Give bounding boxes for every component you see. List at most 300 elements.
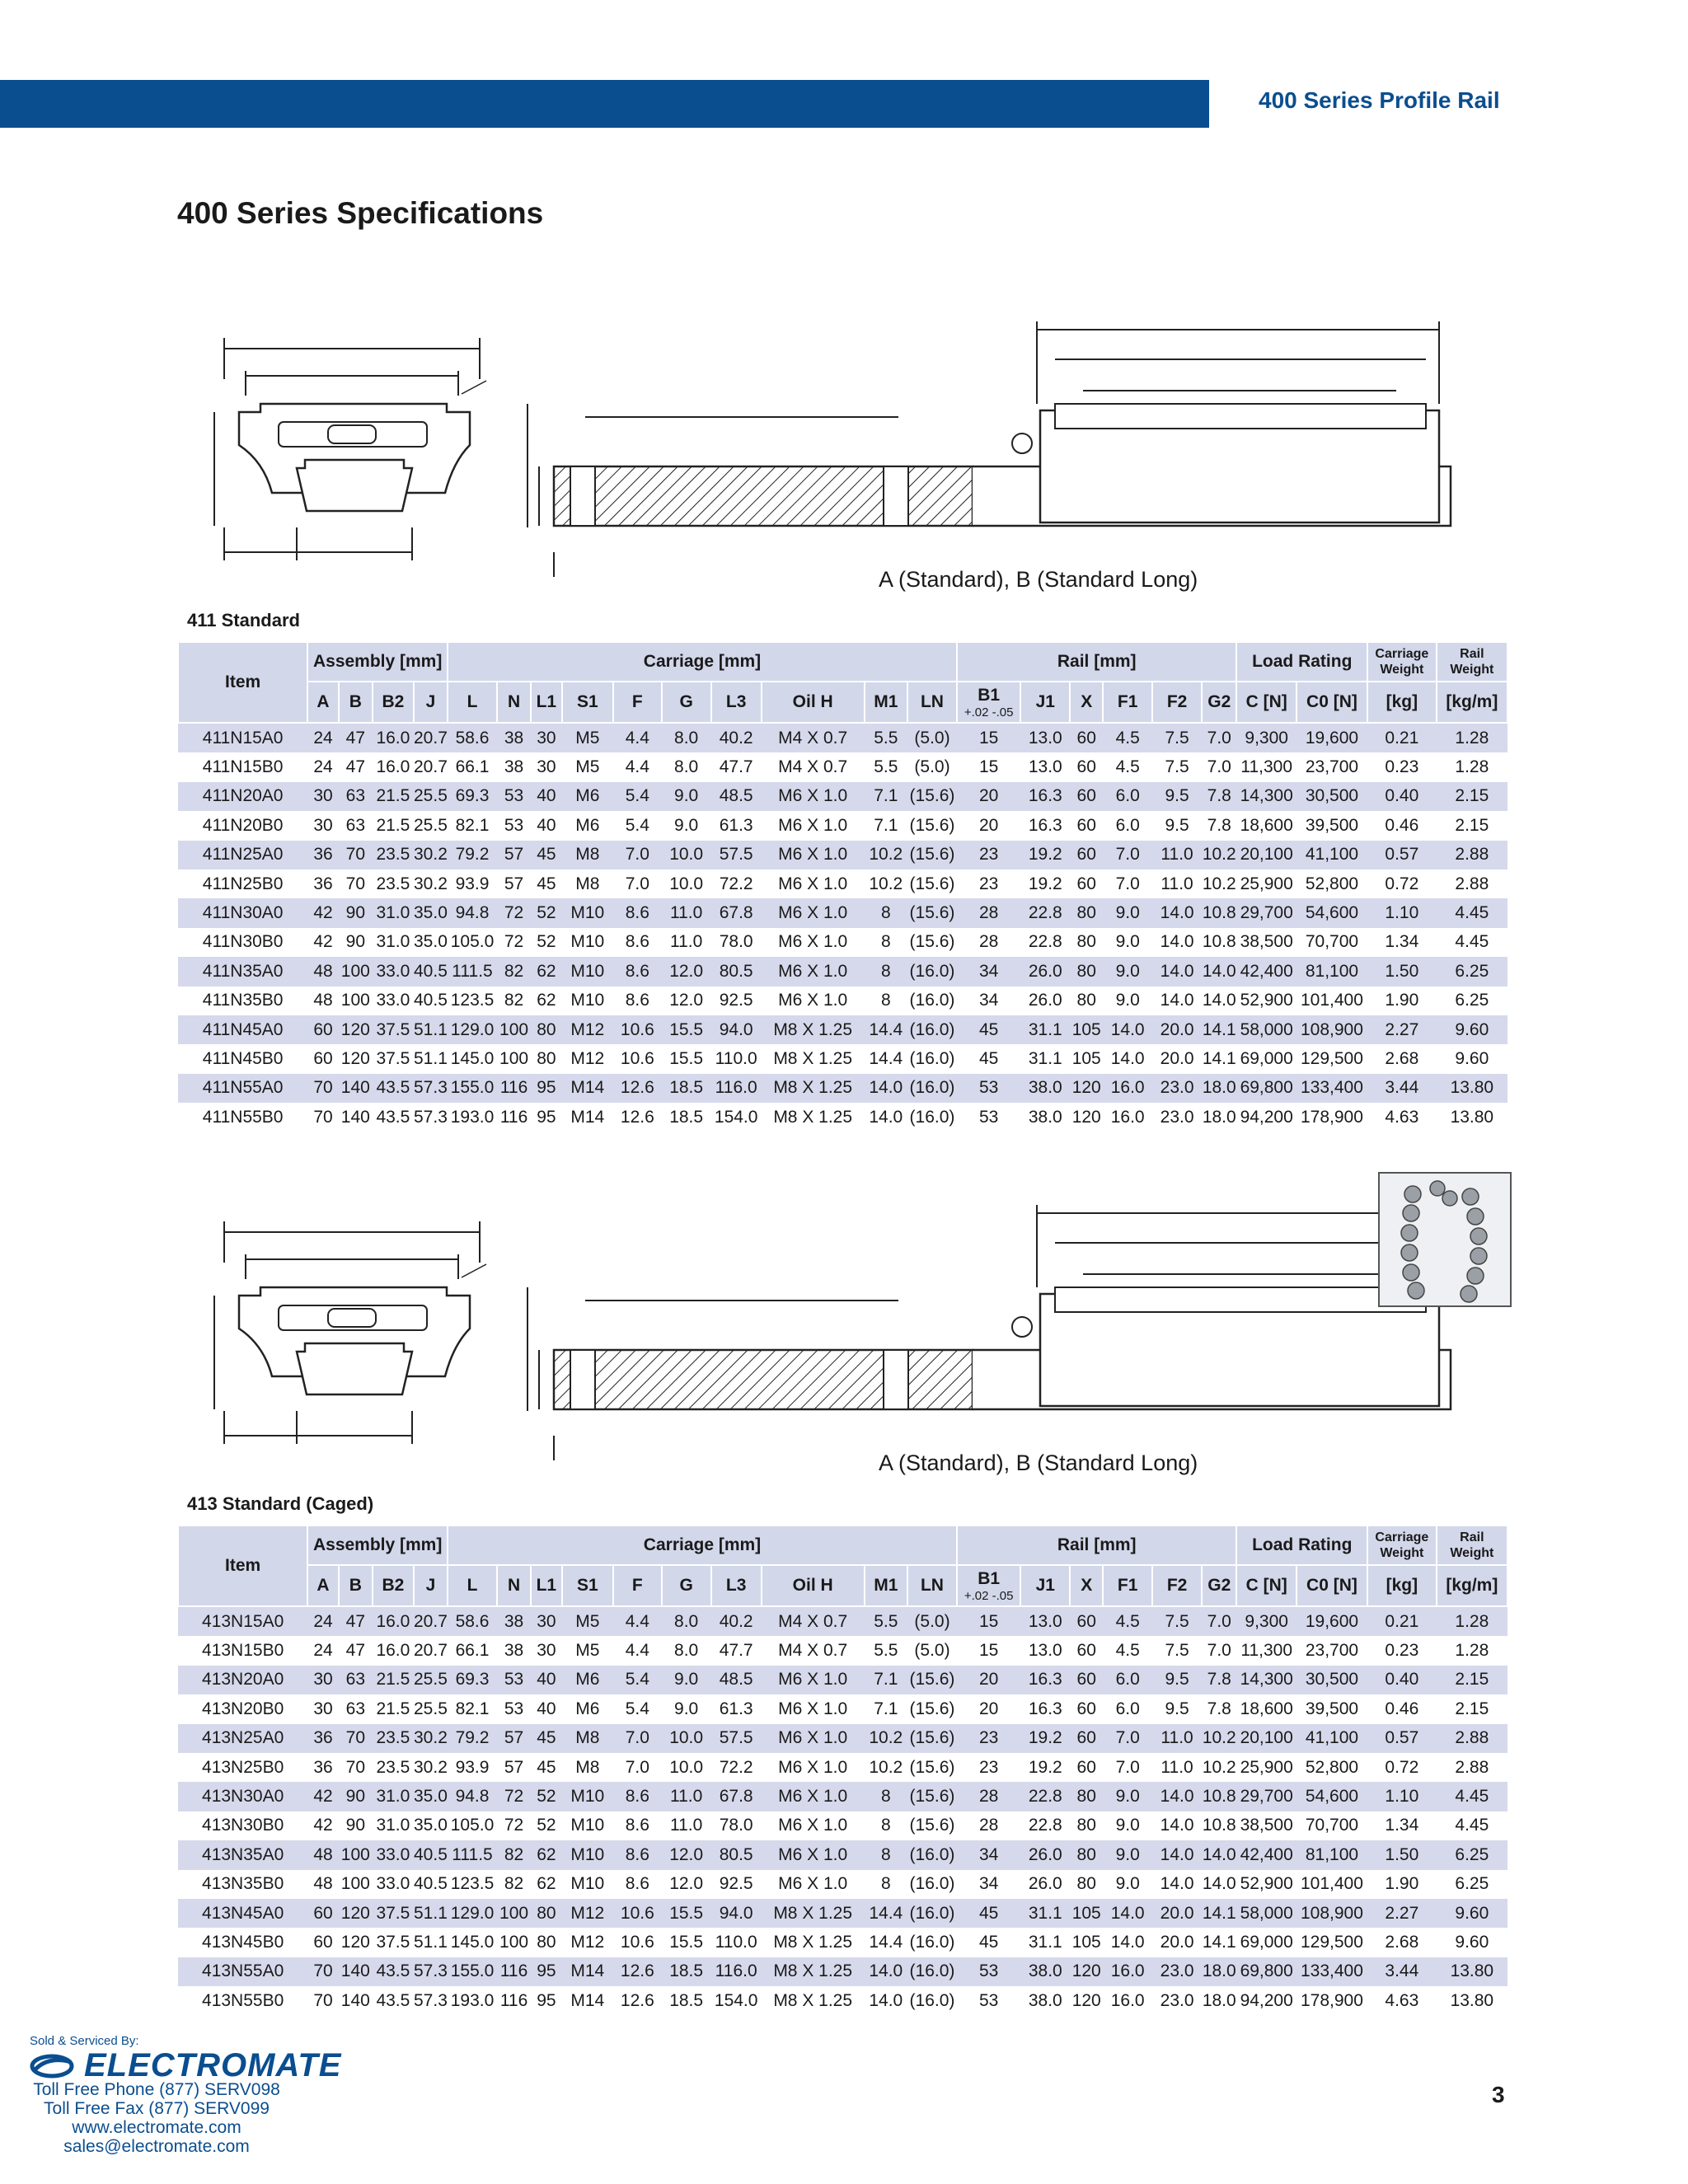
table-cell: (15.6) (907, 898, 957, 927)
table-cell: 413N15B0 (202, 1641, 284, 1661)
table-cell: 16.0 (373, 723, 414, 752)
table-cell: M6 X 1.0 (762, 898, 865, 927)
table-cell: 140 (340, 1107, 370, 1127)
table-cell: 20.0 (1152, 1899, 1202, 1928)
table-cell: 26.0 (1028, 1874, 1062, 1894)
header-carriage-weight (1367, 1526, 1437, 1565)
table-cell: 2.88 (1455, 1757, 1489, 1777)
table-cell: 81,100 (1296, 1840, 1367, 1869)
header-label: L3 (725, 1576, 747, 1595)
table-cell: 80 (531, 1015, 561, 1044)
table-row (178, 1928, 1507, 1957)
table-cell: 60 (1070, 1724, 1103, 1753)
table-cell: M5 (575, 1641, 600, 1661)
table-cell: 11,300 (1240, 757, 1293, 777)
table-cell: 411N55A0 (178, 1074, 307, 1103)
rail-end-view (297, 1343, 412, 1394)
table-cell: 105 (1070, 1899, 1103, 1928)
table-row (178, 987, 1507, 1015)
header-label: F1 (1117, 1576, 1138, 1595)
table-cell: 58,000 (1236, 1899, 1296, 1928)
table-cell: 6.0 (1103, 782, 1152, 811)
table-cell: 53 (497, 1666, 531, 1694)
table-cell: 8 (865, 1840, 907, 1869)
table-cell: 129,500 (1301, 1048, 1363, 1068)
table-cell: 16.0 (1103, 1074, 1152, 1103)
table-cell: 105 (1070, 1015, 1103, 1044)
table-cell: 413N45B0 (202, 1932, 284, 1952)
table-cell: 40.2 (711, 1606, 762, 1636)
table-cell: 101,400 (1301, 1874, 1363, 1894)
table-cell: 38 (497, 723, 531, 752)
table-cell: 413N20A0 (178, 1666, 307, 1694)
table-cell: 38.0 (1020, 1957, 1070, 1986)
rail-section (554, 466, 973, 526)
table-cell: 54,600 (1296, 1782, 1367, 1811)
table-cell: 10.2 (1202, 1757, 1236, 1777)
table-cell: 53 (957, 1957, 1020, 1986)
table-cell: 108,900 (1296, 1899, 1367, 1928)
table-cell: 11.0 (1160, 1757, 1193, 1777)
table-cell: 47 (345, 1641, 365, 1661)
header-oilh (762, 1565, 865, 1606)
table-cell: 16.0 (376, 1641, 410, 1661)
table-cell: 0.46 (1385, 1699, 1419, 1718)
table-cell: 48 (313, 1874, 333, 1894)
table-cell: 43.5 (373, 1957, 414, 1986)
table-cell: 35.0 (414, 1782, 448, 1811)
table-cell: 14.0 (1202, 1840, 1236, 1869)
table-cell: 21.5 (376, 815, 410, 835)
table-cell: 31.0 (373, 898, 414, 927)
table-cell: 20 (957, 782, 1020, 811)
table-cell: M8 (575, 1757, 600, 1777)
header-label: M1 (874, 692, 898, 711)
table-cell: 14.4 (869, 1048, 903, 1068)
table-cell: 80 (1070, 898, 1103, 927)
sold-by-label: Sold & Serviced By: (30, 2034, 139, 2048)
table-cell: 30 (537, 757, 556, 777)
table-cell: 411N55B0 (202, 1107, 284, 1127)
table-cell: M10 (570, 932, 605, 952)
table-cell: 38 (497, 1606, 531, 1636)
table-cell: 9.0 (674, 815, 699, 835)
table-cell: (5.0) (914, 1641, 950, 1661)
table-cell: 48 (307, 1840, 338, 1869)
table-cell: 14.0 (1152, 1782, 1202, 1811)
table-cell: M12 (570, 1932, 605, 1952)
header-label: Carriage [mm] (643, 1535, 762, 1554)
table-cell: 15.5 (662, 1899, 711, 1928)
table-cell: 413N25B0 (202, 1757, 284, 1777)
table-cell: 2.15 (1455, 815, 1489, 835)
table-cell: 154.0 (714, 1990, 758, 2010)
table-cell: 92.5 (719, 991, 753, 1010)
table-cell: 13.80 (1450, 1990, 1494, 2010)
header-label: LN (920, 1576, 944, 1595)
table-cell: 413N55A0 (178, 1957, 307, 1986)
ball-chain-illustration (1380, 1174, 1510, 1305)
table-cell: 93.9 (455, 874, 490, 893)
table-cell: 116 (499, 1990, 528, 2010)
table-cell: 30,500 (1296, 1666, 1367, 1694)
table-cell: 0.21 (1367, 1606, 1437, 1636)
table-cell: 10.8 (1202, 1816, 1236, 1835)
table-cell: 4.5 (1115, 1641, 1140, 1661)
table-cell: M12 (562, 1899, 613, 1928)
table-cell: 2.88 (1437, 841, 1507, 869)
table-cell: 14.0 (1152, 957, 1202, 986)
table-cell: 92.5 (719, 1874, 753, 1894)
table-cell: 37.5 (373, 1899, 414, 1928)
header-label: J1 (1035, 692, 1055, 711)
table-cell: 23.0 (1160, 1107, 1194, 1127)
table-cell: 80 (1076, 991, 1096, 1010)
table-cell: (15.6) (907, 782, 957, 811)
table-cell: 12.6 (613, 1957, 662, 1986)
table-cell: 52,900 (1240, 1874, 1293, 1894)
table-cell: 411N35A0 (178, 957, 307, 986)
table-cell: M5 (562, 1606, 613, 1636)
table-cell: 90 (345, 932, 365, 952)
table-cell: 14.0 (1152, 898, 1202, 927)
table-cell: 9.60 (1455, 1048, 1489, 1068)
table-cell: (15.6) (909, 1816, 955, 1835)
table-cell: (15.6) (907, 841, 957, 869)
header-l3 (711, 1565, 762, 1606)
table-cell: (16.0) (909, 1107, 955, 1127)
table-cell: 30.2 (414, 874, 448, 893)
table-cell: 82.1 (455, 815, 490, 835)
table-cell: 129.0 (448, 1015, 497, 1044)
table-cell: 23.5 (376, 1757, 410, 1777)
table-cell: 82 (504, 1874, 524, 1894)
header-oilh (762, 682, 865, 723)
header-label: A (316, 1576, 330, 1595)
table-cell: 52,800 (1305, 874, 1359, 893)
table-cell: M6 X 1.0 (778, 1816, 848, 1835)
table-cell: 43.5 (373, 1074, 414, 1103)
header-item (178, 1526, 307, 1606)
header-c0 (1296, 682, 1367, 723)
page-number: 3 (1492, 2082, 1505, 2107)
table-cell: 14.1 (1202, 1932, 1236, 1952)
table-cell: 52,800 (1305, 1757, 1359, 1777)
table-cell: 10.2 (869, 1757, 903, 1777)
table-cell: 7.8 (1207, 1699, 1231, 1718)
table-cell: 23.5 (376, 874, 410, 893)
table-cell: 9,300 (1236, 1606, 1296, 1636)
table-cell: 31.0 (376, 1816, 410, 1835)
header-label: [kg] (1386, 1576, 1418, 1595)
table-cell: 411N25B0 (202, 874, 284, 893)
table-cell: 60 (1076, 1699, 1096, 1718)
header-label: G (679, 692, 693, 711)
table-cell: 60 (1070, 1606, 1103, 1636)
table-cell: 43.5 (376, 1990, 410, 2010)
header-l (448, 1565, 497, 1606)
table-cell: 193.0 (450, 1990, 495, 2010)
table-cell: 30.2 (414, 1757, 448, 1777)
table-cell: 47 (339, 1606, 373, 1636)
table-cell: 19,600 (1296, 1606, 1367, 1636)
table-cell: 24 (307, 723, 338, 752)
table-cell: 120 (339, 1015, 373, 1044)
table-cell: 63 (345, 815, 365, 835)
table-cell: 100 (499, 1048, 529, 1068)
table-cell: 94,200 (1240, 1107, 1293, 1127)
table-cell: 69,000 (1240, 1932, 1293, 1952)
table-cell: 13.80 (1437, 1074, 1507, 1103)
table-cell: 18.0 (1202, 1990, 1236, 2010)
header-b1 (957, 1565, 1020, 1606)
table-cell: 20.7 (414, 757, 448, 777)
table-cell: 42 (307, 898, 338, 927)
table-cell: 120 (339, 1899, 373, 1928)
table-cell: 57.3 (414, 1957, 448, 1986)
table-cell: (16.0) (907, 957, 957, 986)
table-cell: 8.6 (613, 957, 662, 986)
table-cell: 80 (1070, 1782, 1103, 1811)
table-cell: 193.0 (450, 1107, 495, 1127)
table-cell: 62 (537, 991, 556, 1010)
header-g2 (1202, 1565, 1236, 1606)
table-cell: M6 X 1.0 (778, 815, 848, 835)
header-label: X (1081, 1576, 1093, 1595)
table-cell: 80 (537, 1932, 556, 1952)
table-cell: (15.6) (909, 1699, 955, 1718)
table-cell: 8 (880, 991, 891, 1010)
table-cell: 62 (531, 957, 561, 986)
table-cell: 57 (497, 1724, 531, 1753)
table-cell: 52 (537, 932, 556, 952)
table-cell: 39,500 (1305, 1699, 1359, 1718)
table-cell: 43.5 (376, 1107, 410, 1127)
table-cell: M4 X 0.7 (778, 1641, 848, 1661)
header-label: Item (225, 673, 261, 691)
table-cell: 40.5 (414, 957, 448, 986)
table-label: 411 Standard (187, 610, 300, 630)
header-a (307, 1565, 338, 1606)
header-l1 (531, 682, 561, 723)
table-cell: 58.6 (448, 1606, 497, 1636)
table-cell: 1.28 (1437, 1606, 1507, 1636)
table-cell: 80.5 (711, 1840, 762, 1869)
table-cell: 34 (957, 957, 1020, 986)
table-cell: 413N30B0 (202, 1816, 284, 1835)
table-cell: 40 (537, 815, 556, 835)
table-cell: 7.0 (1202, 723, 1236, 752)
table-cell: 78.0 (719, 932, 753, 952)
table-cell: 4.5 (1115, 757, 1140, 777)
table-cell: 4.5 (1103, 723, 1152, 752)
profile-rail-drawing (181, 1188, 1484, 1469)
header-label: L1 (536, 1576, 557, 1595)
header-j (414, 1565, 448, 1606)
table-row (178, 1074, 1507, 1103)
table-cell: 6.0 (1115, 1699, 1140, 1718)
table-cell: 6.25 (1437, 957, 1507, 986)
table-cell: 60 (1070, 782, 1103, 811)
table-cell: M8 X 1.25 (773, 1990, 853, 2010)
table-cell: 14.0 (1202, 1874, 1236, 1894)
table-cell: 411N45A0 (178, 1015, 307, 1044)
table-cell: 42,400 (1236, 957, 1296, 986)
table-cell: 28 (957, 898, 1020, 927)
table-cell: 80 (1070, 957, 1103, 986)
table-cell: 14.4 (869, 1932, 903, 1952)
table-cell: 14.4 (865, 1899, 907, 1928)
table-cell: 13.0 (1028, 757, 1062, 777)
table-cell: M10 (562, 957, 613, 986)
table-cell: 11,300 (1240, 1641, 1293, 1661)
table-cell: 120 (1071, 1990, 1101, 2010)
table-cell: 11.0 (662, 1782, 711, 1811)
table-cell: 12.6 (620, 1990, 654, 2010)
table-cell: 79.2 (448, 1724, 497, 1753)
table-cell: 23 (957, 841, 1020, 869)
table-cell: 31.1 (1020, 1015, 1070, 1044)
table-cell: 45 (957, 1015, 1020, 1044)
table-cell: 58.6 (448, 723, 497, 752)
table-cell: 36 (313, 874, 333, 893)
header-group-rail (957, 642, 1237, 682)
table-cell: M8 X 1.25 (762, 1899, 865, 1928)
table-cell: 38.0 (1020, 1074, 1070, 1103)
table-cell: 14.1 (1202, 1048, 1236, 1068)
table-cell: 110.0 (715, 1048, 757, 1068)
table-cell: 45 (531, 841, 561, 869)
table-cell: 24 (313, 757, 333, 777)
table-cell: 52 (531, 898, 561, 927)
header-label: B2 (382, 1576, 405, 1595)
table-cell: 69,800 (1236, 1074, 1296, 1103)
table-cell: 4.45 (1437, 1782, 1507, 1811)
table-row (178, 782, 1507, 811)
table-cell: 0.57 (1367, 841, 1437, 869)
table-cell: 60 (307, 1899, 338, 1928)
table-cell: 0.72 (1385, 1757, 1419, 1777)
table-cell: 20.7 (414, 1606, 448, 1636)
header-b (339, 1565, 373, 1606)
table-cell: 14.0 (1103, 1899, 1152, 1928)
diagram-caption: A (Standard), B (Standard Long) (879, 1451, 1198, 1475)
table-cell: M6 X 1.0 (778, 1757, 848, 1777)
web-link[interactable]: www.electromate.com (72, 2118, 241, 2137)
table-cell: 57.3 (414, 1107, 448, 1127)
table-cell: 8 (880, 1816, 891, 1835)
table-cell: 10.2 (865, 841, 907, 869)
table-cell: 38,500 (1240, 1816, 1293, 1835)
series-title: 400 Series Profile Rail (1259, 87, 1500, 113)
table-cell: 70,700 (1305, 1816, 1359, 1835)
table-cell: 2.15 (1437, 782, 1507, 811)
table-cell: 25.5 (414, 1699, 448, 1718)
header-label: G (679, 1576, 693, 1595)
table-cell: 18.5 (662, 1074, 711, 1103)
table-cell: 8.6 (625, 1874, 649, 1894)
table-cell: 72.2 (719, 874, 753, 893)
table-cell: 8 (880, 1874, 891, 1894)
table-cell: 8.0 (674, 757, 699, 777)
table-cell: 47.7 (719, 1641, 753, 1661)
table-cell: 28 (978, 1816, 999, 1835)
table-cell: 8 (880, 932, 891, 952)
table-cell: 70,700 (1305, 932, 1359, 952)
table-cell: 15.5 (662, 1015, 711, 1044)
table-cell: 60 (1076, 815, 1096, 835)
table-cell: M8 X 1.25 (773, 1048, 853, 1068)
header-s1 (562, 682, 613, 723)
header-label: Assembly [mm] (312, 1535, 443, 1554)
table-cell: 60 (313, 1932, 333, 1952)
table-cell: 16.0 (376, 757, 410, 777)
table-cell: 42 (307, 1782, 338, 1811)
table-cell: 57.5 (711, 841, 762, 869)
table-cell: 6.25 (1437, 1840, 1507, 1869)
header-label: C [N] (1245, 1576, 1287, 1595)
header-b2 (373, 682, 414, 723)
table-cell: 82.1 (455, 1699, 490, 1718)
table-cell: 120 (1070, 1957, 1103, 1986)
table-cell: 100 (497, 1899, 531, 1928)
table-cell: 23,700 (1305, 757, 1359, 777)
table-cell: 45 (978, 1932, 999, 1952)
table-cell: 42 (313, 932, 333, 952)
table-cell: 45 (537, 874, 556, 893)
header-label: J (425, 1576, 436, 1595)
header-m1 (865, 1565, 907, 1606)
table-cell: M4 X 0.7 (778, 757, 848, 777)
table-cell: 66.1 (455, 1641, 490, 1661)
table-cell: 7.8 (1202, 1666, 1236, 1694)
table-cell: 40.5 (414, 991, 448, 1010)
table-cell: 140 (340, 1990, 370, 2010)
table-cell: 53 (497, 782, 531, 811)
table-cell: 14.1 (1202, 1899, 1236, 1928)
table-cell: 9,300 (1236, 723, 1296, 752)
table-cell: 28 (957, 1782, 1020, 1811)
table-cell: 22.8 (1028, 932, 1062, 952)
table-cell: 9.0 (1103, 898, 1152, 927)
table-cell: 2.27 (1367, 1899, 1437, 1928)
table-cell: 11.0 (1160, 874, 1193, 893)
table-cell: 23,700 (1305, 1641, 1359, 1661)
table-cell: 8.0 (674, 1641, 699, 1661)
table-cell: 37.5 (376, 1048, 410, 1068)
header-label: Oil H (792, 1576, 833, 1595)
table-cell: 10.0 (669, 874, 704, 893)
table-row (178, 723, 1507, 752)
table-cell: 60 (1076, 874, 1096, 893)
table-cell: 53 (957, 1074, 1020, 1103)
table-cell: 23.0 (1152, 1074, 1202, 1103)
table-cell: 8.6 (613, 898, 662, 927)
email-link[interactable]: sales@electromate.com (63, 2137, 250, 2156)
table-cell: 24 (307, 1606, 338, 1636)
table-cell: (16.0) (909, 1874, 955, 1894)
table-row (178, 1753, 1507, 1782)
table-cell: 33.0 (376, 991, 410, 1010)
table-cell: 11.0 (669, 932, 703, 952)
header-j1 (1020, 1565, 1070, 1606)
table-cell: 25.5 (414, 782, 448, 811)
table-cell: 45 (537, 1757, 556, 1777)
table-cell: M8 (575, 874, 600, 893)
table-cell: 72 (504, 932, 524, 952)
table-cell: 7.0 (1207, 1641, 1231, 1661)
table-cell: M6 X 1.0 (778, 874, 848, 893)
